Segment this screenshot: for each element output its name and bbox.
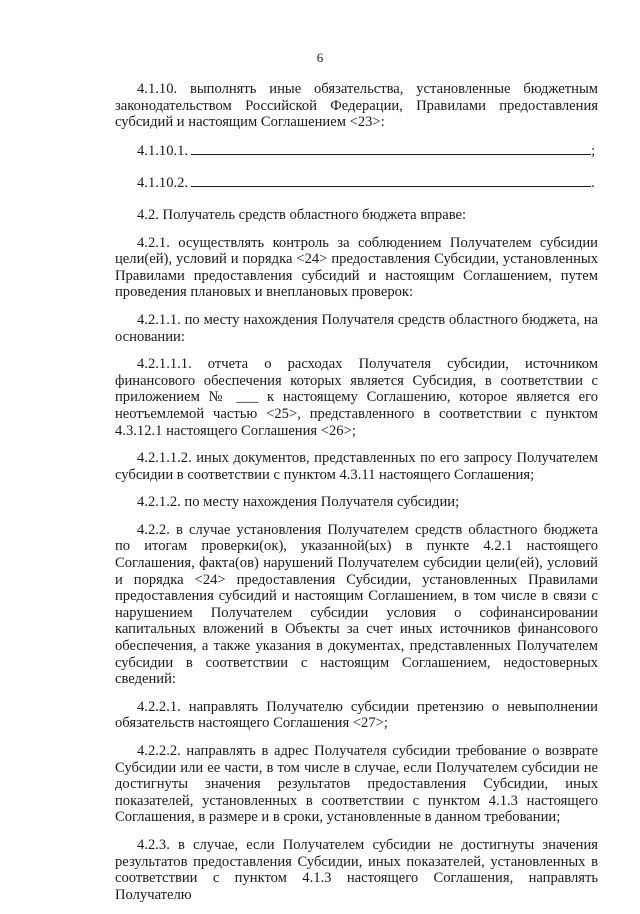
paragraph-4-2-2-2: 4.2.2.2. направлять в адрес Получателя субсидии требование о возврате Субсидии или ее части, в том числе в случае, если Получателем субсидии не достигнуты значения результатов предоставления Субсидии, иных показателей, установленных в соответствии с пунктом 4.1.3 настоящего Соглашения, в размере и в сроки, установленные в данном требовании; bbox=[115, 743, 598, 826]
paragraph-4-2-1-1: 4.2.1.1. по месту нахождения Получателя средств областного бюджета, на основании: bbox=[115, 311, 598, 345]
paragraph-4-1-10: 4.1.10. выполнять иные обязательства, установленные бюджетным законодательством Российской Федерации, Правилами предоставления субсидий и настоящим Соглашением <23>: bbox=[115, 81, 598, 131]
blank-underline bbox=[191, 174, 591, 187]
paragraph-4-2-1: 4.2.1. осуществлять контроль за соблюдением Получателем субсидии цели(ей), условий и порядка <24> предоставления Субсидии, установленных Правилами предоставления субсидий и настоящим Соглашением, путем проведения плановых и внеплановых проверок: bbox=[115, 234, 598, 301]
fill-line-4-1-10-1 bbox=[115, 142, 598, 160]
fill-line-number: 4.1.10.2. bbox=[137, 175, 189, 192]
paragraph-4-2-2: 4.2.2. в случае установления Получателем средств областного бюджета по итогам проверки(ок), указанной(ых) в пункте 4.2.1 настоящего Соглашения, факта(ов) нарушений Получателем субсидии цели(ей), условий и порядка <24> предоставления Субсидии, установленных Правилами предоставления субсидий и настоящим Соглашением, в том числе в связи с нарушением Получателем субсидии условия о софинансировании капитальных вложений в Объекты за счет иных источников финансового обеспечения, а также указания в документах, представленных Получателем субсидии в соответствии с настоящим Соглашением, недостоверных сведений: bbox=[115, 521, 598, 688]
paragraph-4-2-3: 4.2.3. в случае, если Получателем субсидии не достигнуты значения результатов предоставления Субсидии, иных показателей, установленных в соответствии с пунктом 4.1.3 настоящего Соглашения, направлять Получателю bbox=[115, 836, 598, 903]
fill-line-end: ; bbox=[591, 142, 596, 159]
document-body bbox=[115, 81, 598, 914]
paragraph-4-2-1-2: 4.2.1.2. по месту нахождения Получателя субсидии; bbox=[137, 494, 460, 511]
paragraph-4-2-2-1: 4.2.2.1. направлять Получателю субсидии претензию о невыполнении обязательств настоящего Соглашения <27>; bbox=[115, 698, 598, 732]
fill-line-4-1-10-2 bbox=[115, 174, 598, 192]
blank-underline bbox=[191, 142, 591, 155]
page-number: 6 bbox=[316, 50, 324, 65]
paragraph-4-2: 4.2. Получатель средств областного бюджета вправе: bbox=[137, 206, 467, 223]
fill-line-number: 4.1.10.1. bbox=[137, 142, 189, 159]
fill-line-end: . bbox=[591, 175, 595, 192]
paragraph-4-2-1-1-1: 4.2.1.1.1. отчета о расходах Получателя субсидии, источником финансового обеспечения которых является Субсидия, в соответствии с приложением № ___ к настоящему Соглашению, которое является его неотъемлемой частью <25>, представленного в соответствии с пунктом 4.3.12.1 настоящего Соглашения <26>; bbox=[115, 356, 598, 439]
paragraph-4-2-1-1-2: 4.2.1.1.2. иных документов, представленных по его запросу Получателем субсидии в соответствии с пунктом 4.3.11 настоящего Соглашения; bbox=[115, 450, 598, 483]
